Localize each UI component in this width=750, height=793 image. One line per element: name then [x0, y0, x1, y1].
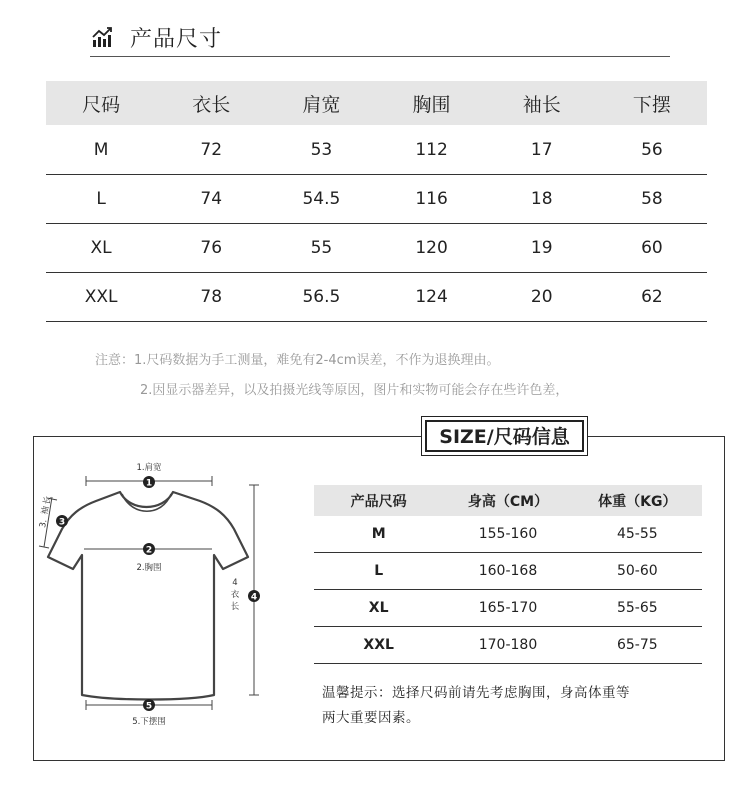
- column-header: 胸围: [376, 81, 486, 126]
- table-cell: M: [46, 126, 156, 175]
- column-header: 衣长: [156, 81, 266, 126]
- measurement-note: 注意：1.尺码数据为手工测量，难免有2-4cm误差，不作为退换理由。: [95, 353, 500, 368]
- size-table: [46, 81, 707, 322]
- hem-label: 5.下摆围: [132, 717, 166, 727]
- sleeve-label-char: 长: [42, 495, 54, 506]
- tshirt-outline: [48, 492, 248, 700]
- marker-number: 4: [250, 592, 258, 603]
- table-cell: 62: [597, 273, 707, 322]
- table-cell: 54.5: [266, 175, 376, 224]
- table-cell: 65-75: [573, 627, 702, 664]
- sleeve-label-number: 3.: [38, 518, 50, 529]
- table-cell: 74: [156, 175, 266, 224]
- bar-chart-icon: [92, 26, 114, 48]
- marker-number: 2: [145, 545, 153, 556]
- table-cell: 116: [376, 175, 486, 224]
- table-cell: 55-65: [573, 590, 702, 627]
- shoulder-label: 1.肩宽: [136, 463, 162, 473]
- marker-number: 1: [145, 478, 153, 489]
- tshirt-diagram: [38, 457, 278, 732]
- table-cell: XL: [46, 224, 156, 273]
- size-tip: [322, 681, 702, 731]
- table-cell: XXL: [46, 273, 156, 322]
- table-row: [314, 627, 702, 664]
- table-row: [314, 516, 702, 553]
- table-cell: 124: [376, 273, 486, 322]
- column-header: 尺码: [46, 81, 156, 126]
- length-label-char: 衣: [230, 590, 240, 600]
- table-cell: 78: [156, 273, 266, 322]
- height-weight-table: [314, 485, 702, 664]
- size-info-badge: [421, 416, 588, 456]
- table-cell: 50-60: [573, 553, 702, 590]
- column-header: 体重（KG）: [573, 485, 702, 516]
- table-cell: 155-160: [443, 516, 572, 553]
- length-label-number: 4: [232, 578, 238, 588]
- table-cell: 160-168: [443, 553, 572, 590]
- table-cell: 20: [487, 273, 597, 322]
- table-cell: 17: [487, 126, 597, 175]
- table-cell: 76: [156, 224, 266, 273]
- table-row: [46, 273, 707, 322]
- table-cell: 60: [597, 224, 707, 273]
- chest-label: 2.胸围: [136, 563, 162, 573]
- table-cell: 170-180: [443, 627, 572, 664]
- section-header: [90, 20, 670, 57]
- size-info-title: SIZE/尺码信息: [425, 420, 584, 452]
- table-row: [46, 126, 707, 175]
- marker-number: 3: [58, 517, 66, 528]
- page-title: 产品尺寸: [130, 27, 223, 52]
- table-cell: L: [314, 553, 443, 590]
- column-header: 产品尺码: [314, 485, 443, 516]
- column-header: 袖长: [487, 81, 597, 126]
- table-cell: 18: [487, 175, 597, 224]
- table-cell: 120: [376, 224, 486, 273]
- table-row: [46, 175, 707, 224]
- table-cell: 58: [597, 175, 707, 224]
- table-cell: 56: [597, 126, 707, 175]
- table-row: [314, 590, 702, 627]
- table-cell: 112: [376, 126, 486, 175]
- table-cell: 165-170: [443, 590, 572, 627]
- table-cell: XL: [314, 590, 443, 627]
- column-header: 身高（CM）: [443, 485, 572, 516]
- table-cell: 72: [156, 126, 266, 175]
- column-header: 肩宽: [266, 81, 376, 126]
- table-row: [46, 224, 707, 273]
- table-cell: M: [314, 516, 443, 553]
- table-cell: 55: [266, 224, 376, 273]
- table-cell: XXL: [314, 627, 443, 664]
- size-table-header: [46, 81, 707, 126]
- table-cell: 19: [487, 224, 597, 273]
- column-header: 下摆: [597, 81, 707, 126]
- table-cell: L: [46, 175, 156, 224]
- size-tip-line: 温馨提示：选择尺码前请先考虑胸围，身高体重等: [322, 685, 630, 701]
- info-table-header: [314, 485, 702, 516]
- size-tip-line: 两大重要因素。: [322, 710, 420, 726]
- table-cell: 53: [266, 126, 376, 175]
- table-row: [314, 553, 702, 590]
- sleeve-label-char: 袖: [40, 505, 52, 516]
- table-cell: 56.5: [266, 273, 376, 322]
- color-difference-note: 2.因显示器差异，以及拍摄光线等原因，图片和实物可能会存在些许色差，: [140, 383, 569, 398]
- marker-number: 5: [145, 701, 153, 712]
- length-label-char: 长: [230, 602, 240, 612]
- table-cell: 45-55: [573, 516, 702, 553]
